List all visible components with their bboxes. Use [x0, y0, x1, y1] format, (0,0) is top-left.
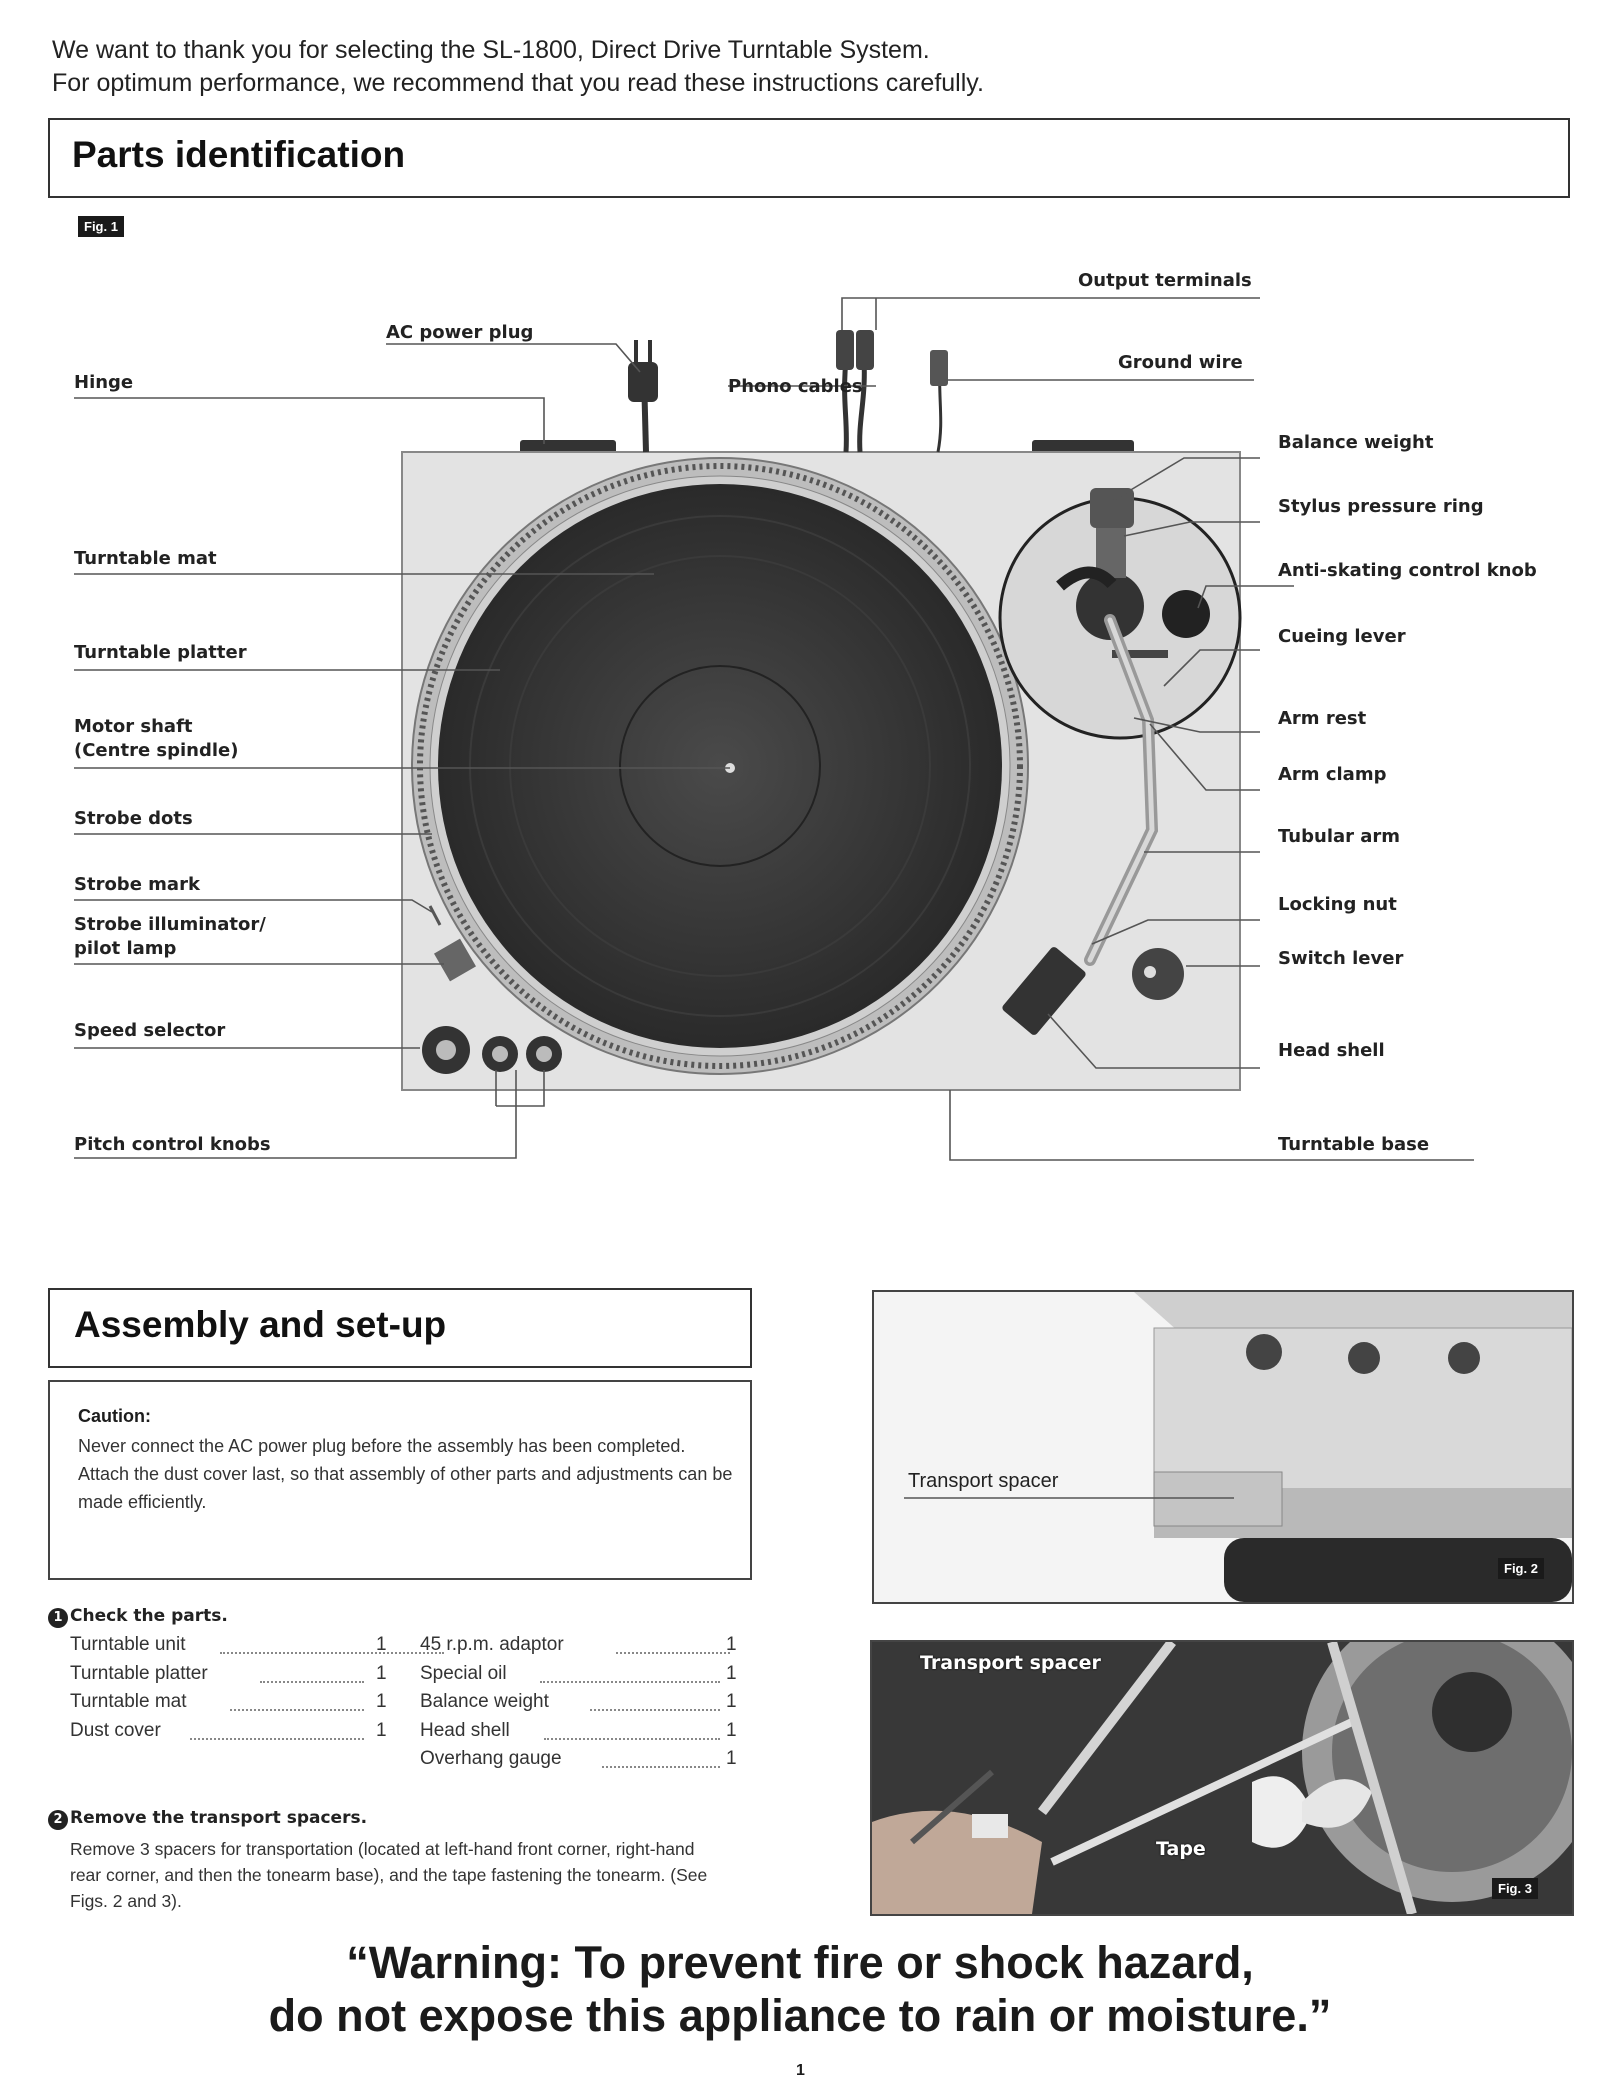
part-qty: 1 — [726, 1691, 737, 1712]
warning-line-2: do not expose this appliance to rain or moisture.” — [268, 1990, 1332, 2041]
list-item — [70, 1663, 390, 1692]
label-strobe-mark: Strobe mark — [74, 874, 200, 895]
part-name: Dust cover — [70, 1719, 161, 1741]
label-hinge: Hinge — [74, 372, 134, 393]
ac-plug — [628, 362, 658, 402]
fig1-tag: Fig. 1 — [78, 216, 124, 237]
caution-box — [48, 1380, 752, 1580]
intro-line-2: For optimum performance, we recommend that you read these instructions carefully. — [52, 69, 984, 97]
anti-skating-knob-shape — [1162, 590, 1210, 638]
step-2-number: 2 — [48, 1810, 68, 1830]
list-item — [70, 1634, 390, 1663]
step-2-title — [48, 1808, 367, 1830]
label-tubular-arm: Tubular arm — [1278, 826, 1401, 847]
list-item — [420, 1634, 740, 1663]
part-name: Turntable unit — [70, 1634, 186, 1655]
step-1-title — [48, 1606, 228, 1628]
part-qty: 1 — [376, 1719, 387, 1741]
step-1-title-text: Check the parts. — [70, 1606, 228, 1626]
warning-line-1: “Warning: To prevent fire or shock hazard, — [346, 1937, 1254, 1988]
label-head-shell: Head shell — [1278, 1040, 1385, 1061]
part-name: Turntable platter — [70, 1662, 208, 1684]
part-name: 45 r.p.m. adaptor — [420, 1634, 564, 1655]
label-motor-shaft-line2: (Centre spindle) — [74, 740, 239, 761]
label-stylus-pressure-ring: Stylus pressure ring — [1278, 496, 1484, 517]
parts-list-left — [70, 1634, 390, 1748]
list-item — [420, 1720, 740, 1749]
page-number: 1 — [796, 2062, 805, 2079]
fig2-illustration — [874, 1292, 1572, 1602]
fig2-photo — [872, 1290, 1574, 1604]
fig2-label-transport-spacer: Transport spacer — [908, 1470, 1059, 1492]
label-strobe-illuminator-line2: pilot lamp — [74, 938, 177, 959]
fig3-photo — [870, 1640, 1574, 1916]
parts-list-right — [420, 1634, 740, 1777]
label-turntable-mat: Turntable mat — [74, 548, 217, 569]
list-item — [420, 1748, 740, 1777]
part-qty: 1 — [376, 1634, 387, 1655]
switch-lever-shape — [1132, 948, 1184, 1000]
intro-line-1: We want to thank you for selecting the SL-1800, Direct Drive Turntable System. — [52, 36, 930, 64]
list-item — [70, 1691, 390, 1720]
fig3-label-tape: Tape — [1156, 1838, 1206, 1860]
part-qty: 1 — [376, 1691, 387, 1712]
label-strobe-dots: Strobe dots — [74, 808, 193, 829]
label-output-terminals: Output terminals — [1078, 270, 1252, 291]
part-qty: 1 — [726, 1719, 737, 1741]
caution-text: Never connect the AC power plug before the assembly has been completed. Attach the dust cover last, so that assembly of other parts and adjustments can be made efficiently. — [78, 1436, 733, 1512]
caution-title: Caution: — [78, 1406, 151, 1426]
assembly-section-title: Assembly and set-up — [74, 1304, 447, 1345]
part-name: Balance weight — [420, 1691, 549, 1712]
part-qty: 1 — [726, 1634, 737, 1655]
part-name: Head shell — [420, 1719, 510, 1741]
mat-shape — [438, 484, 1002, 1048]
step-1-number: 1 — [48, 1608, 68, 1628]
phono-cables — [845, 360, 847, 452]
part-name: Turntable mat — [70, 1691, 187, 1712]
label-motor-shaft-line1: Motor shaft — [74, 716, 193, 737]
label-locking-nut: Locking nut — [1278, 894, 1397, 915]
label-strobe-illuminator-line1: Strobe illuminator/ — [74, 914, 266, 935]
label-balance-weight: Balance weight — [1278, 432, 1434, 453]
part-qty: 1 — [726, 1662, 737, 1684]
list-item — [420, 1691, 740, 1720]
label-arm-rest: Arm rest — [1278, 708, 1367, 729]
label-cueing-lever: Cueing lever — [1278, 626, 1406, 647]
label-ground-wire: Ground wire — [1118, 352, 1243, 373]
label-turntable-base: Turntable base — [1278, 1134, 1430, 1155]
list-item — [70, 1720, 390, 1749]
part-qty: 1 — [726, 1748, 737, 1769]
part-name: Special oil — [420, 1662, 507, 1684]
part-name: Overhang gauge — [420, 1748, 562, 1769]
assembly-section-header — [48, 1288, 752, 1368]
label-turntable-platter: Turntable platter — [74, 642, 247, 663]
label-phono-cables: Phono cables — [728, 376, 863, 397]
label-arm-clamp: Arm clamp — [1278, 764, 1387, 785]
label-pitch-control-knobs: Pitch control knobs — [74, 1134, 271, 1155]
step-2-title-text: Remove the transport spacers. — [70, 1808, 368, 1828]
warning-text — [0, 1936, 1600, 2042]
label-switch-lever: Switch lever — [1278, 948, 1404, 969]
list-item — [420, 1663, 740, 1692]
label-anti-skating-knob: Anti-skating control knob — [1278, 560, 1537, 581]
label-ac-power-plug: AC power plug — [386, 322, 534, 343]
fig3-label-transport-spacer: Transport spacer — [920, 1652, 1101, 1674]
label-speed-selector: Speed selector — [74, 1020, 226, 1041]
fig3-tag: Fig. 3 — [1492, 1878, 1538, 1899]
part-qty: 1 — [376, 1662, 387, 1684]
fig3-illustration — [872, 1642, 1572, 1914]
parts-section-title: Parts identification — [72, 134, 406, 175]
fig2-tag: Fig. 2 — [1498, 1558, 1544, 1579]
step-2-text: Remove 3 spacers for transportation (located at left-hand front corner, right-hand rear corner, and then the tonearm base), and the tape fastening the tonearm. (See Figs. 2 and 3). — [70, 1839, 708, 1911]
